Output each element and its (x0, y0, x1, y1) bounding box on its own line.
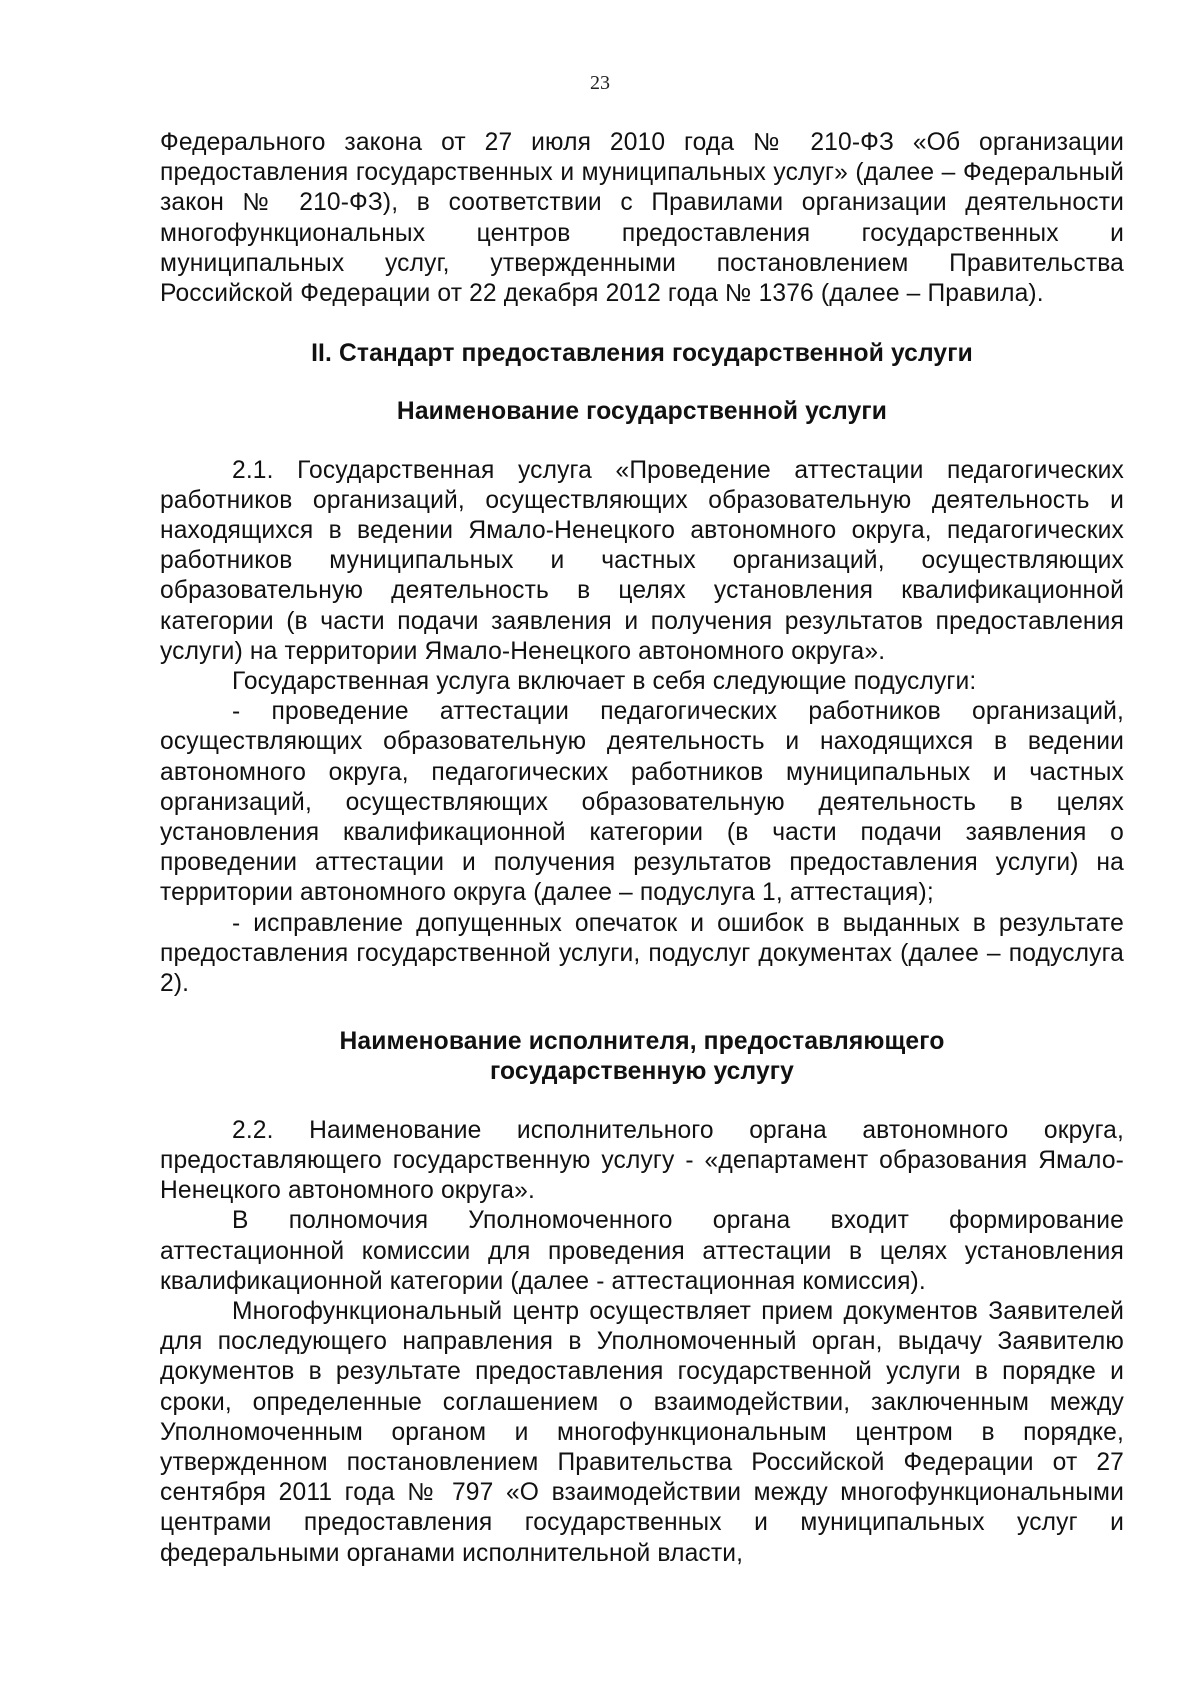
subsection-heading-executor-line1: Наименование исполнителя, предоставляющего (339, 1028, 945, 1056)
subsection-heading-service-name: Наименование государственной услуги (396, 398, 888, 426)
paragraph-intro: Федерального закона от 27 июля 2010 года № 210-ФЗ «Об организации предоставления государственных и муниципальных услуг» (далее – Федеральный закон № 210-ФЗ), в соответствии с Правилами организации деятельности многофункциональных центров предоставления государственных и муниципальных услуг, утвержденными постановлением Правительства Российской Федерации от 22 декабря 2012 года № 1376 (далее – Правила). (160, 129, 1124, 308)
paragraph-mfc: Многофункциональный центр осуществляет прием документов Заявителей для последующего направления в Уполномоченный орган, выдачу Заявителю документов в результате предоставления государственной услуги в порядке и сроки, определенные соглашением о взаимодействии, заключенным между Уполномоченным органом и многофункциональным центром в порядке, утвержденном постановлением Правительства Российской Федерации от 27 сентября 2011 года № 797 «О взаимодействии между многофункциональными центрами предоставления государственных и муниципальных услуг и федеральными органами исполнительной власти, (160, 1297, 1124, 1567)
section-heading: II. Стандарт предоставления государственной услуги (311, 340, 973, 368)
paragraph-2-2: 2.2. Наименование исполнительного органа автономного округа, предоставляющего государственную услугу - «департамент образования Ямало-Ненецкого автономного округа». (160, 1116, 1124, 1205)
paragraph-authority: В полномочия Уполномоченного органа входит формирование аттестационной комиссии для проведения аттестации в целях установления квалификационной категории (далее - аттестационная комиссия). (160, 1207, 1124, 1295)
subsection-heading-executor-line2: государственную услугу (489, 1058, 795, 1086)
paragraph-subservices-intro: Государственная услуга включает в себя следующие подуслуги: (232, 668, 977, 696)
paragraph-2-1: 2.1. Государственная услуга «Проведение аттестации педагогических работников организаций, осуществляющих образовательную деятельность и находящихся в ведении Ямало-Ненецкого автономного округа, педагогических работников муниципальных и частных организаций, осуществляющих образовательную деятельность в целях установления квалификационной категории (в части подачи заявления и получения результатов предоставления услуги) на территории Ямало-Ненецкого автономного округа». (160, 456, 1124, 665)
list-item-subservice-1: - проведение аттестации педагогических работников организаций, осуществляющих образовательную деятельность и находящихся в ведении автономного округа, педагогических работников муниципальных и частных организаций, осуществляющих образовательную деятельность в целях установления квалификационной категории (в части подачи заявления о проведении аттестации и получения результатов предоставления услуги) на территории автономного округа (далее – подуслуга 1, аттестация); (160, 698, 1124, 907)
list-item-subservice-2: - исправление допущенных опечаток и ошибок в выданных в результате предоставления государственной услуги, подуслуг документах (далее – подуслуга 2). (160, 909, 1124, 998)
document-body (160, 128, 1124, 1569)
page-number: 23 (590, 72, 610, 94)
